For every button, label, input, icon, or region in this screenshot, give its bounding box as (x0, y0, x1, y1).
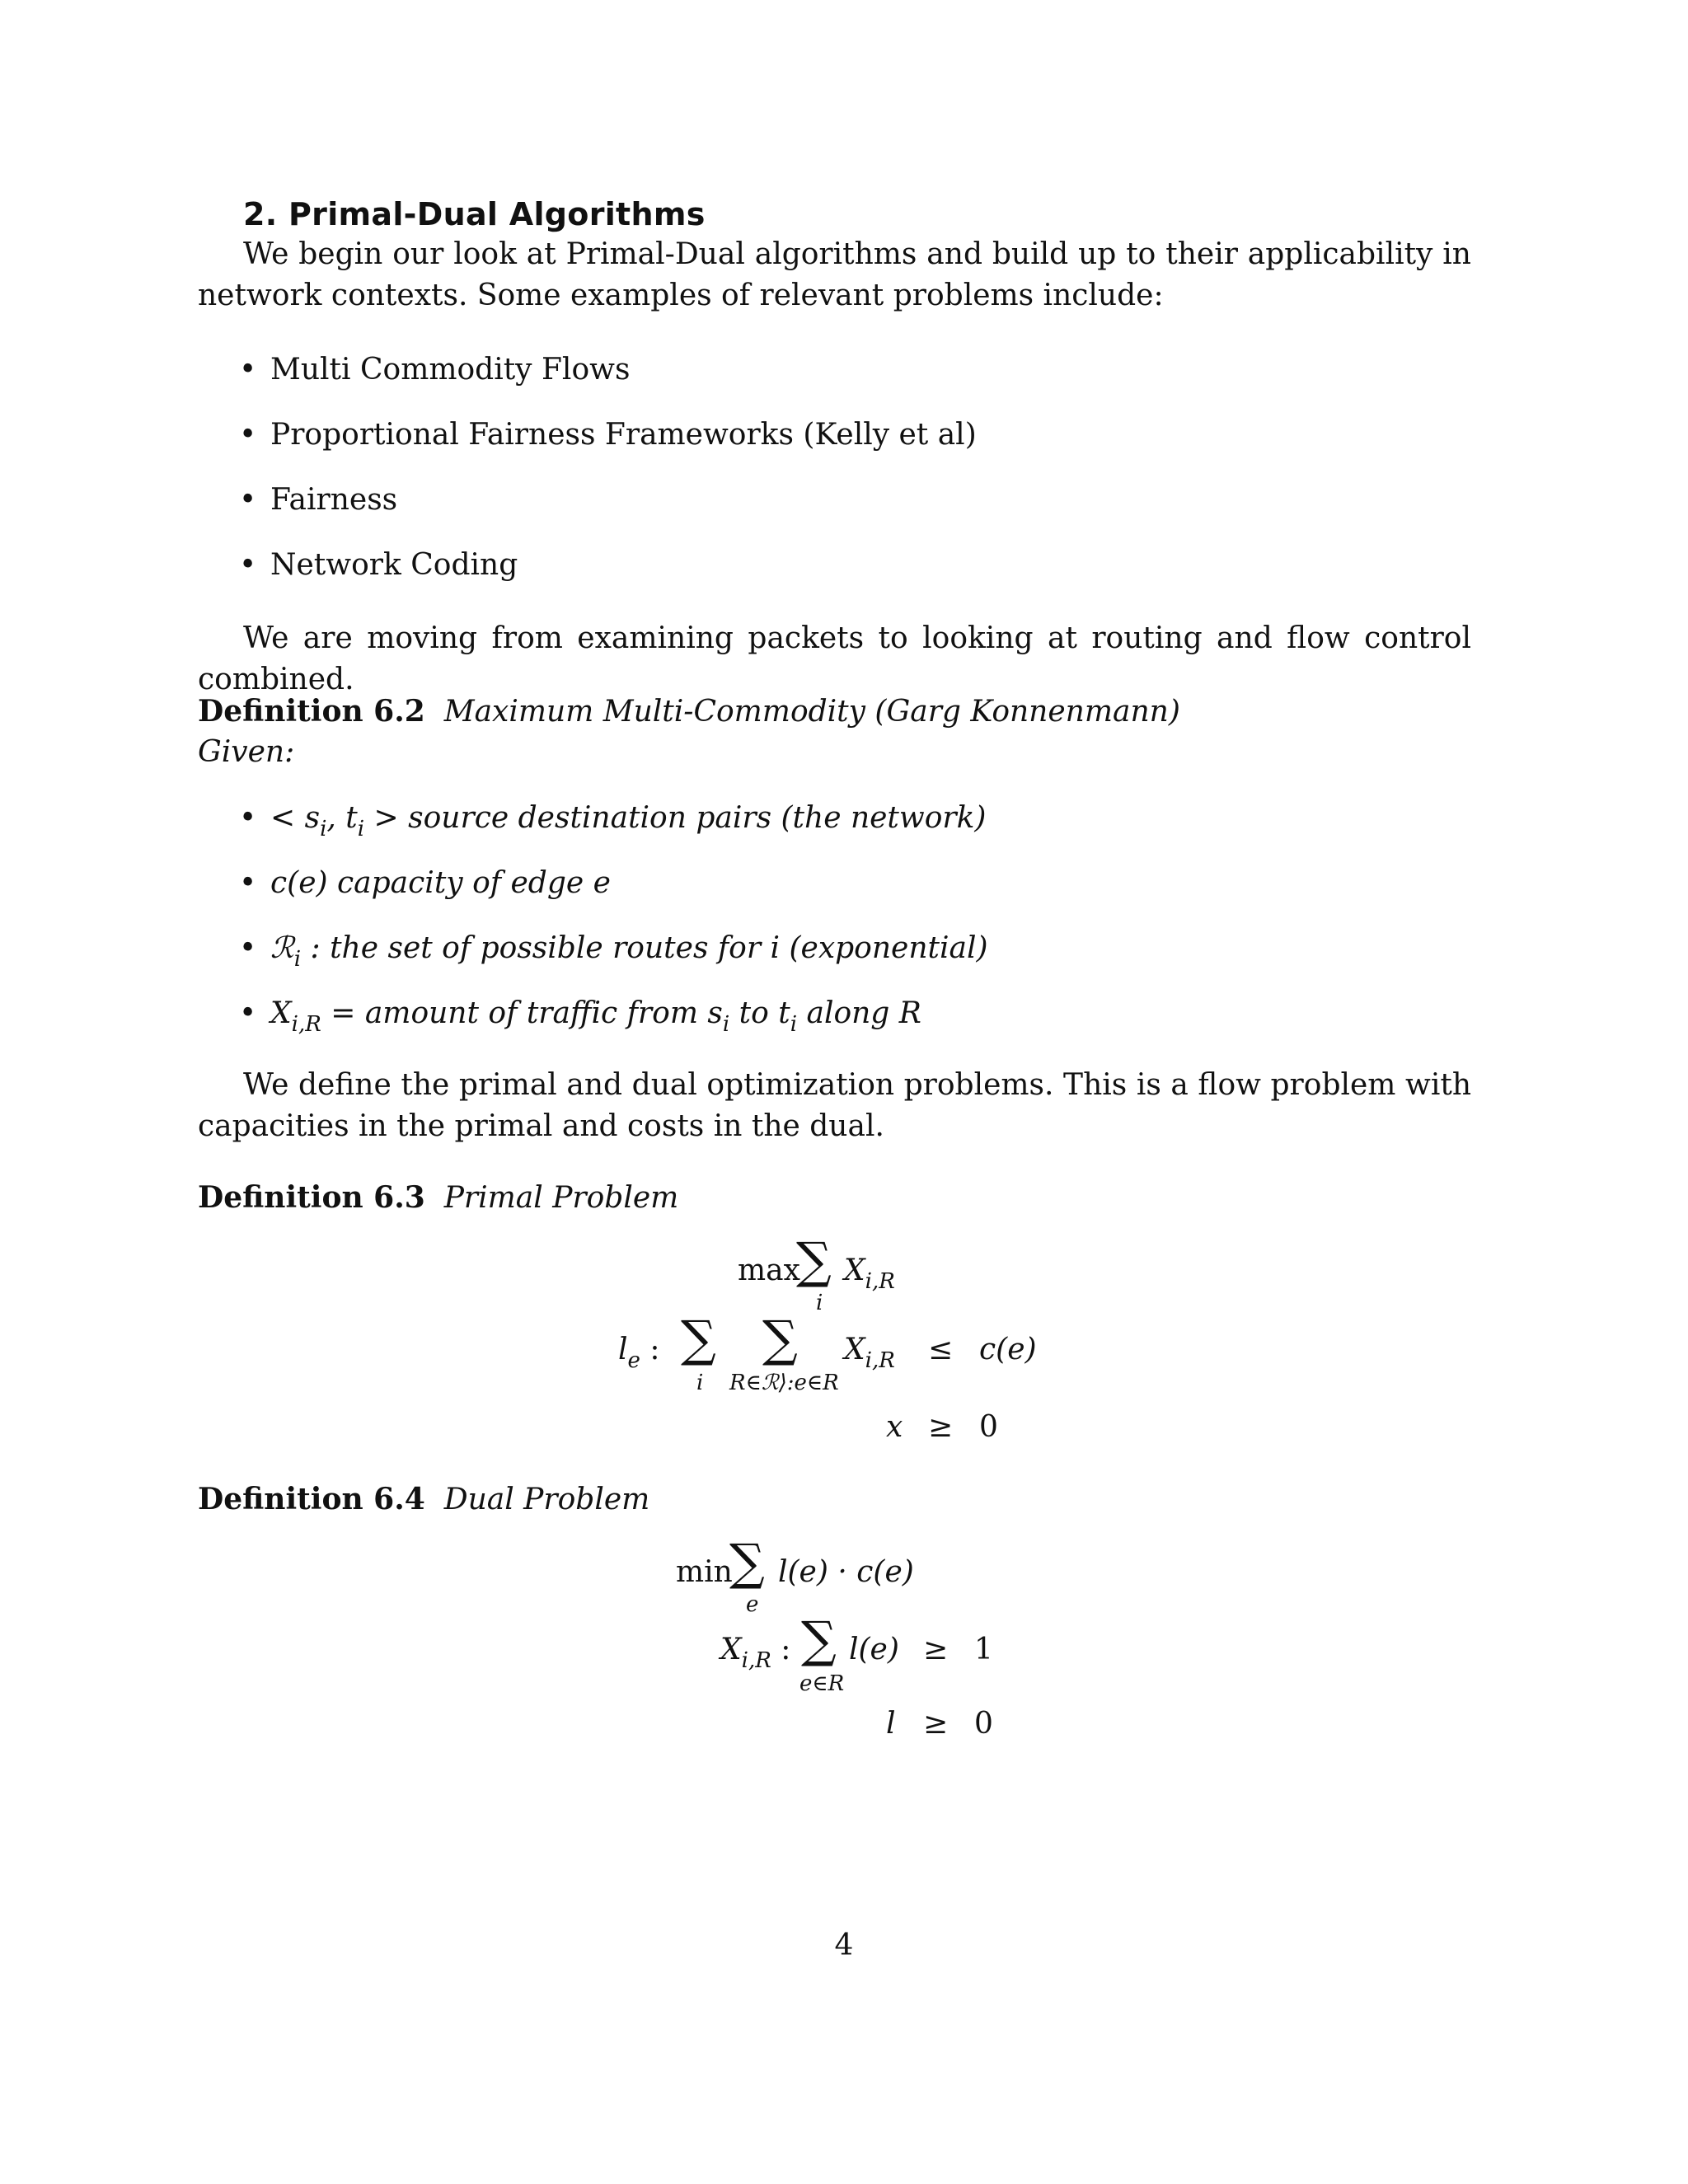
define-paragraph: We define the primal and dual optimization problems. This is a flow problem with capacities in the primal and costs in the dual. (198, 1068, 1471, 1143)
primal-objective-index: i (816, 1291, 823, 1315)
list-item: • c(e) capacity of edge e (239, 866, 611, 900)
primal-constraint-relation: ≤ (928, 1333, 954, 1366)
primal-objective-term: $X_{i,R}$ (844, 1254, 895, 1294)
intro-paragraph: We begin our look at Primal-Dual algorithms and build up to their applicability in network contexts. Some examples of relevant problems include: (198, 237, 1471, 312)
list-item: • ℛ$_i$ : the set of possible routes for i (exponential) (239, 931, 988, 972)
dual-nonneg-var: l (886, 1707, 896, 1741)
primal-objective-operator: max (738, 1254, 800, 1287)
dual-constraint-sum: ∑ (801, 1611, 837, 1669)
dual-objective-operator: min (676, 1555, 733, 1589)
dual-objective-index: e (746, 1592, 759, 1617)
dual-nonneg-rhs: 0 (974, 1707, 993, 1741)
primal-constraint-outer-index: i (696, 1371, 704, 1395)
dual-constraint-relation: ≥ (923, 1633, 949, 1666)
primal-constraint-rhs: c(e) (979, 1333, 1037, 1366)
dual-constraint-term: l(e) (849, 1633, 899, 1666)
list-item: • < $s_i$, $t_i$ > source destination pairs (the network) (239, 801, 987, 841)
primal-nonneg-var: x (886, 1410, 903, 1444)
list-item: • $X_{i,R}$ = amount of traffic from $s_i$ to $t_i$ along R (239, 996, 921, 1037)
definition-6-3-heading: Definition 6.3 Primal Problem (198, 1180, 679, 1215)
primal-nonneg-relation: ≥ (928, 1410, 954, 1444)
primal-constraint-label: $l_e$ : (618, 1333, 660, 1373)
definition-6-2-heading: Definition 6.2 Maximum Multi-Commodity (Garg Konnenmann) (198, 694, 1180, 729)
dual-constraint-rhs: 1 (974, 1633, 993, 1666)
list-item: • Fairness (239, 483, 398, 517)
primal-constraint-sum-outer: ∑ (681, 1310, 716, 1368)
section-title: 2. Primal-Dual Algorithms (243, 196, 706, 232)
transition-paragraph: We are moving from examining packets to looking at routing and flow control combined. (198, 621, 1471, 696)
primal-constraint-term: $X_{i,R}$ (844, 1333, 895, 1373)
dual-constraint-index: e∈R (799, 1671, 845, 1696)
page-number: 4 (834, 1929, 854, 1962)
list-item: • Network Coding (239, 548, 518, 582)
definition-6-4-heading: Definition 6.4 Dual Problem (198, 1482, 650, 1516)
primal-constraint-sum-inner: ∑ (762, 1310, 798, 1368)
dual-nonneg-relation: ≥ (923, 1707, 949, 1741)
dual-constraint-label: $X_{i,R}$ : (720, 1633, 791, 1673)
primal-constraint-inner-index: R∈ℛ⟩:e∈R (729, 1371, 839, 1395)
dual-objective-term: l(e) · c(e) (778, 1555, 914, 1589)
list-item: • Proportional Fairness Frameworks (Kelly et al) (239, 418, 977, 452)
list-item: • Multi Commodity Flows (239, 353, 631, 387)
definition-given: Given: (198, 735, 295, 769)
primal-objective-sum: ∑ (796, 1232, 832, 1290)
dual-objective-sum: ∑ (729, 1534, 765, 1591)
primal-nonneg-rhs: 0 (979, 1410, 998, 1444)
